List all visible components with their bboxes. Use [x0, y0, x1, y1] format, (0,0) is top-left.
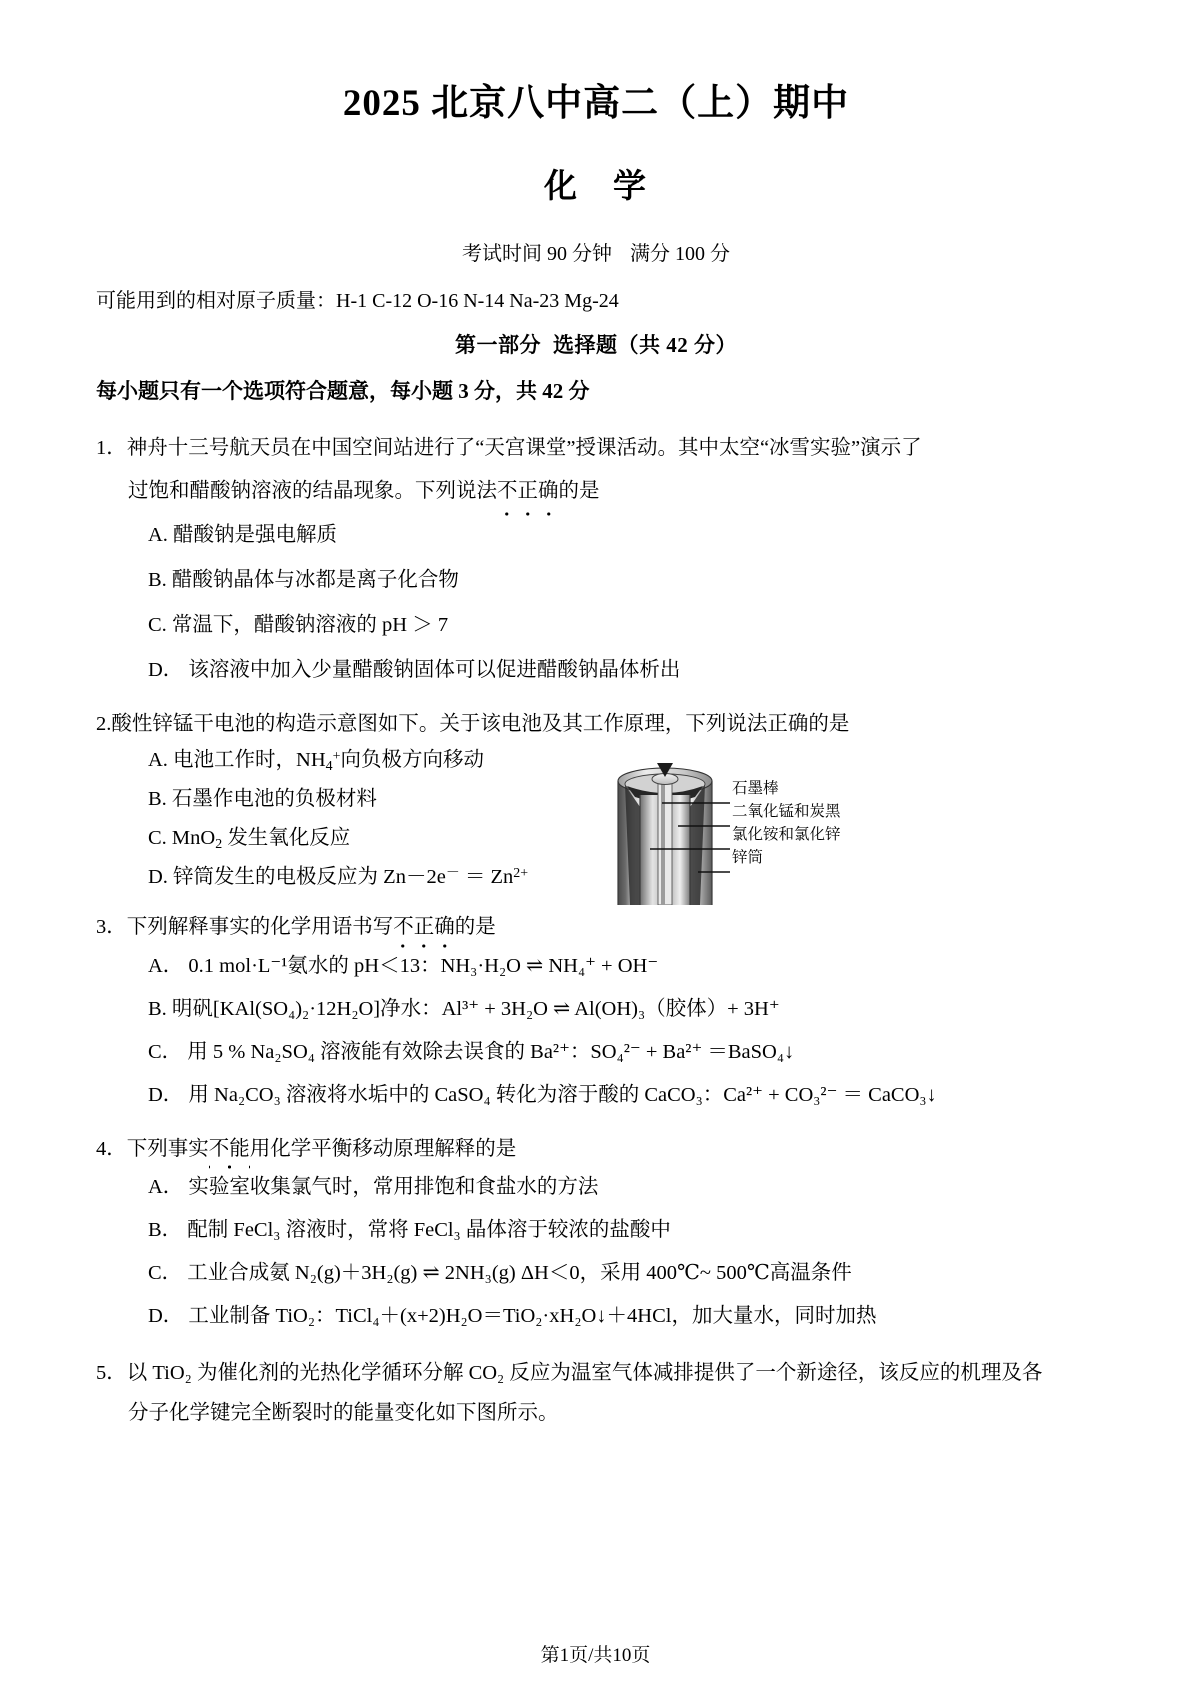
question-4-stem-a: 下列事实: [126, 1137, 209, 1160]
question-2-option-c-pre: C. MnO: [148, 827, 216, 850]
question-3: [96, 911, 1096, 1116]
question-3-emphasis: 不正确: [393, 911, 455, 944]
question-1-stem-line2: [96, 470, 1096, 513]
atomic-mass-values: H-1 C-12 O-16 N-14 Na-23 Mg-24: [336, 290, 619, 313]
question-2-option-c-post: 发生氧化反应: [222, 827, 351, 850]
question-5-stem-text1: 以 TiO₂ 为催化剂的光热化学循环分解 CO₂ 反应为温室气体减排提供了一个新途径，该反应的机理及各: [126, 1362, 1043, 1385]
question-3-stem: [96, 911, 1096, 944]
atomic-mass-note: [96, 284, 1096, 313]
exam-duration: 考试时间 90 分钟: [462, 243, 612, 266]
question-1-option-a[interactable]: A. 醋酸钠是强电解质: [148, 524, 338, 547]
atomic-mass-label: 可能用到的相对原子质量：: [96, 290, 336, 313]
question-4: [96, 1133, 1096, 1338]
question-3-option-b[interactable]: B. 明矾[KAl(SO₄)₂·12H₂O]净水：Al³⁺ + 3H₂O ⇌ Al(OH)₃（胶体）+ 3H⁺: [148, 997, 780, 1020]
question-2-option-d-pre: D. 锌筒发生的电极反应为 Zn－2e: [148, 866, 446, 889]
question-5: [96, 1354, 1096, 1434]
question-2-number: 2.: [96, 712, 112, 735]
question-2: [96, 708, 1096, 898]
question-1-stem-line2-b: 的是: [558, 480, 600, 503]
question-3-number: 3．: [96, 916, 127, 939]
exam-meta: [96, 237, 1096, 266]
question-1-stem-line2-a: 过饱和醋酸钠溶液的结晶现象。下列说法: [128, 480, 497, 503]
question-3-option-d[interactable]: D． 用 Na₂CO₃ 溶液将水垢中的 CaSO₄ 转化为溶于酸的 CaCO₃：Ca²⁺ + CO₃²⁻ ＝ CaCO₃↓: [148, 1083, 937, 1106]
question-1-option-b[interactable]: B. 醋酸钠晶体与冰都是离子化合物: [148, 569, 459, 592]
question-5-number: 5．: [96, 1362, 127, 1385]
question-4-option-c[interactable]: C． 工业合成氨 N₂(g)＋3H₂(g) ⇌ 2NH₃(g) ΔH＜0，采用 400℃~ 500℃高温条件: [148, 1262, 852, 1285]
question-1-stem-line1: 神舟十三号航天员在中国空间站进行了“天宫课堂”授课活动。其中太空“冰雪实验”演示了: [126, 437, 922, 460]
question-3-stem-b: 的是: [454, 916, 496, 939]
question-5-stem-line2: 分子化学键完全断裂时的能量变化如下图所示。: [128, 1402, 559, 1425]
question-1-option-d[interactable]: D． 该溶液中加入少量醋酸钠固体可以促进醋酸钠晶体析出: [148, 659, 681, 682]
question-1-number: 1．: [96, 437, 127, 460]
question-1-stem: [96, 427, 1096, 470]
question-3-stem-a: 下列解释事实的化学用语书写: [126, 916, 394, 939]
question-2-option-a-sub: 4: [325, 758, 333, 774]
question-3-option-a[interactable]: A． 0.1 mol·L⁻¹氨水的 pH＜13：NH₃·H₂O ⇌ NH₄⁺ + OH⁻: [148, 954, 659, 977]
question-2-option-a[interactable]: [96, 741, 1096, 780]
question-2-option-d-sup2: 2+: [513, 866, 529, 882]
question-4-option-b[interactable]: B． 配制 FeCl₃ 溶液时，常将 FeCl₃ 晶体溶于较浓的盐酸中: [148, 1219, 671, 1241]
page-footer: 第1页/共10页: [540, 1645, 651, 1666]
question-2-option-d-mid: ＝ Zn: [459, 866, 514, 889]
question-2-stem: [96, 708, 1096, 741]
question-2-option-d[interactable]: [96, 858, 1096, 897]
exam-total-score: 满分 100 分: [630, 243, 730, 266]
question-2-option-a-post: 向负极方向移动: [340, 748, 485, 771]
question-2-stem-text: 酸性锌锰干电池的构造示意图如下。关于该电池及其工作原理，下列说法正确的是: [111, 712, 850, 735]
question-2-option-c-sub: 2: [215, 836, 223, 852]
question-1-emphasis: 不正确: [497, 470, 559, 513]
question-4-option-a[interactable]: A． 实验室收集氯气时，常用排饱和食盐水的方法: [148, 1175, 599, 1198]
battery-casing: [618, 763, 712, 905]
subject-title: [96, 160, 1096, 207]
question-3-option-c[interactable]: C． 用 5 % Na₂SO₄ 溶液能有效除去误食的 Ba²⁺：SO₄²⁻ + Ba²⁺ ＝BaSO₄↓: [148, 1040, 795, 1063]
question-2-option-a-sup: +: [332, 748, 341, 764]
question-2-option-b[interactable]: B. 石墨作电池的负极材料: [148, 788, 377, 811]
dry-cell-battery-diagram: [600, 755, 855, 905]
subject-char-right: 学: [613, 169, 648, 206]
part-one-title: [96, 329, 1096, 359]
page-content: [96, 0, 1096, 1434]
page-title: 2025 北京八中高二（上）期中: [342, 83, 850, 124]
question-5-stem-line1: [96, 1354, 1096, 1394]
battery-label-graphite-rod: 石墨棒: [732, 780, 779, 797]
question-4-stem-b: 用化学平衡移动原理解释的是: [249, 1137, 517, 1160]
question-2-option-c[interactable]: [96, 819, 1096, 858]
question-2-option-a-pre: A. 电池工作时，NH: [148, 748, 326, 771]
question-2-option-d-sup1: －: [445, 866, 460, 882]
part-instruction: 每小题只有一个选项符合题意，每小题 3 分，共 42 分: [96, 379, 590, 404]
question-4-number: 4．: [96, 1137, 127, 1160]
battery-label-mno2-carbon: 二氧化锰和炭黑: [732, 803, 841, 820]
question-4-stem: [96, 1133, 1096, 1166]
battery-labels: [732, 777, 841, 869]
question-1: [96, 427, 1096, 693]
question-4-emphasis: 不能: [209, 1133, 250, 1166]
part-label: 第一部分: [455, 333, 541, 358]
question-1-option-c[interactable]: C. 常温下，醋酸钠溶液的 pH ＞ 7: [148, 614, 449, 637]
subject-char-left: 化: [544, 169, 579, 206]
battery-label-nh4cl-zncl2: 氯化铵和氯化锌: [732, 826, 841, 843]
part-type: 选择题（共 42 分）: [553, 333, 737, 358]
battery-label-zinc-can: 锌筒: [732, 849, 764, 866]
question-4-option-d[interactable]: D． 工业制备 TiO₂：TiCl₄＋(x+2)H₂O＝TiO₂·xH₂O↓＋4HCl，加大量水，同时加热: [148, 1305, 877, 1328]
